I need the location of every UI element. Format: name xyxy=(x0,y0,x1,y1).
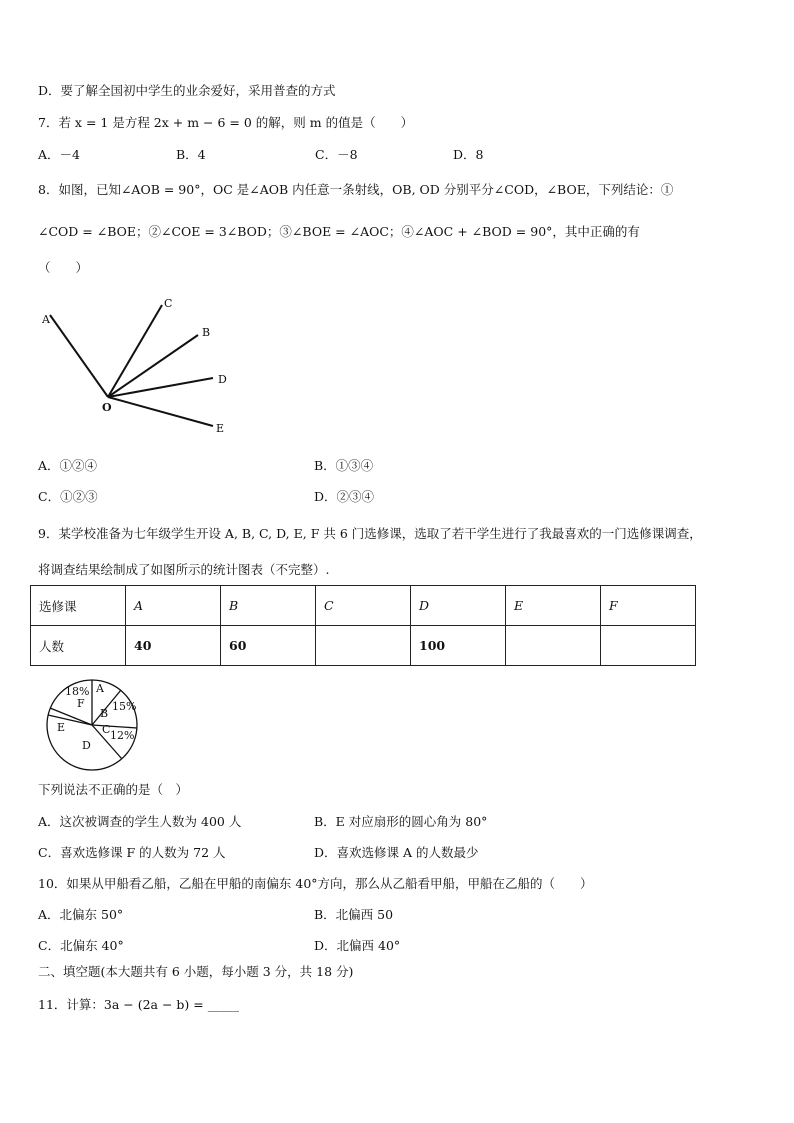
table-cell xyxy=(316,626,411,666)
table-cell: 人数 xyxy=(31,626,126,666)
ray-oc xyxy=(108,305,162,397)
q10-option-c: C．北偏东 40° xyxy=(38,938,124,953)
q8-option-d: D．②③④ xyxy=(314,489,375,504)
q8-angle-figure xyxy=(30,290,250,440)
table-header-row xyxy=(31,586,696,626)
pie-label: E xyxy=(57,721,66,734)
q9-option-c: C．喜欢选修课 F 的人数为 72 人 xyxy=(38,845,226,860)
table-cell: 60 xyxy=(221,626,316,666)
pie-label: C xyxy=(102,723,111,736)
label-d: D xyxy=(218,373,227,386)
table-cell: C xyxy=(316,586,411,626)
q10-stem: 10．如果从甲船看乙船，乙船在甲船的南偏东 40°方向，那么从乙船看甲船，甲船在乙船的（ ） xyxy=(38,876,593,891)
ray-ob xyxy=(108,335,198,397)
ray-od xyxy=(108,378,213,397)
label-b: B xyxy=(202,326,211,339)
pie-label: 18% xyxy=(65,685,90,698)
q7-stem: 7．若 x = 1 是方程 2x + m − 6 = 0 的解，则 m 的值是（ ） xyxy=(38,115,414,130)
label-a: A xyxy=(42,313,50,326)
q7-option-a: A．－4 xyxy=(38,147,80,162)
q7-option-d: D．8 xyxy=(453,147,484,162)
pie-label: B xyxy=(100,707,109,720)
table-cell: 选修课 xyxy=(31,586,126,626)
q8-option-b: B．①③④ xyxy=(314,458,374,473)
q9-option-b: B．E 对应扇形的圆心角为 80° xyxy=(314,814,488,829)
table-cell: B xyxy=(221,586,316,626)
section-title-fill-blank: 二、填空题(本大题共有 6 小题，每小题 3 分，共 18 分) xyxy=(38,964,354,979)
q10-option-d: D．北偏西 40° xyxy=(314,938,401,953)
table-cell xyxy=(601,626,696,666)
pie-label: 12% xyxy=(110,729,135,742)
pie-label: A xyxy=(96,682,104,695)
q9-pie-figure xyxy=(40,675,150,775)
pie-label: 15% xyxy=(112,700,137,713)
label-e: E xyxy=(216,422,225,435)
table-cell: E xyxy=(506,586,601,626)
q8-stem-line2: ∠COD = ∠BOE；②∠COE = 3∠BOD；③∠BOE = ∠AOC；④∠AOC + ∠BOD = 90°，其中正确的有 xyxy=(38,224,640,239)
q11-stem: 11．计算：3a − (2a − b) = _____ xyxy=(38,997,239,1012)
q9-option-a: A．这次被调查的学生人数为 400 人 xyxy=(38,814,242,829)
table-cell: F xyxy=(601,586,696,626)
table-cell: D xyxy=(411,586,506,626)
pie-divider xyxy=(92,725,137,728)
q9-question: 下列说法不正确的是（ ） xyxy=(38,782,189,797)
q7-option-c: C．－8 xyxy=(315,147,358,162)
label-o: O xyxy=(102,401,112,414)
table-cell: 40 xyxy=(126,626,221,666)
pie-label: D xyxy=(82,739,91,752)
q10-option-b: B．北偏西 50 xyxy=(314,907,394,922)
label-c: C xyxy=(164,297,173,310)
ray-oe xyxy=(108,397,213,426)
q8-stem-line3: （ ） xyxy=(38,260,89,275)
table-cell xyxy=(506,626,601,666)
table-row xyxy=(31,626,696,666)
q10-option-a: A．北偏东 50° xyxy=(38,907,124,922)
table-cell: 100 xyxy=(411,626,506,666)
ray-oa xyxy=(50,315,108,397)
q9-stem-line1: 9．某学校准备为七年级学生开设 A, B, C, D, E, F 共 6 门选修课，选取了若干学生进行了我最喜欢的一门选修课调查， xyxy=(38,526,702,541)
q7-option-b: B．4 xyxy=(176,147,206,162)
option-d-previous: D．要了解全国初中学生的业余爱好，采用普查的方式 xyxy=(38,83,336,98)
q8-stem-line1: 8．如图，已知∠AOB = 90°，OC 是∠AOB 内任意一条射线，OB, OD 分别平分∠COD，∠BOE，下列结论：① xyxy=(38,182,674,197)
q9-elective-table xyxy=(30,585,696,666)
q8-option-a: A．①②④ xyxy=(38,458,98,473)
q9-stem-line2: 将调查结果绘制成了如图所示的统计图表（不完整）. xyxy=(38,562,330,577)
pie-label: F xyxy=(77,697,85,710)
table-cell: A xyxy=(126,586,221,626)
q9-option-d: D．喜欢选修课 A 的人数最少 xyxy=(314,845,479,860)
q8-option-c: C．①②③ xyxy=(38,489,98,504)
